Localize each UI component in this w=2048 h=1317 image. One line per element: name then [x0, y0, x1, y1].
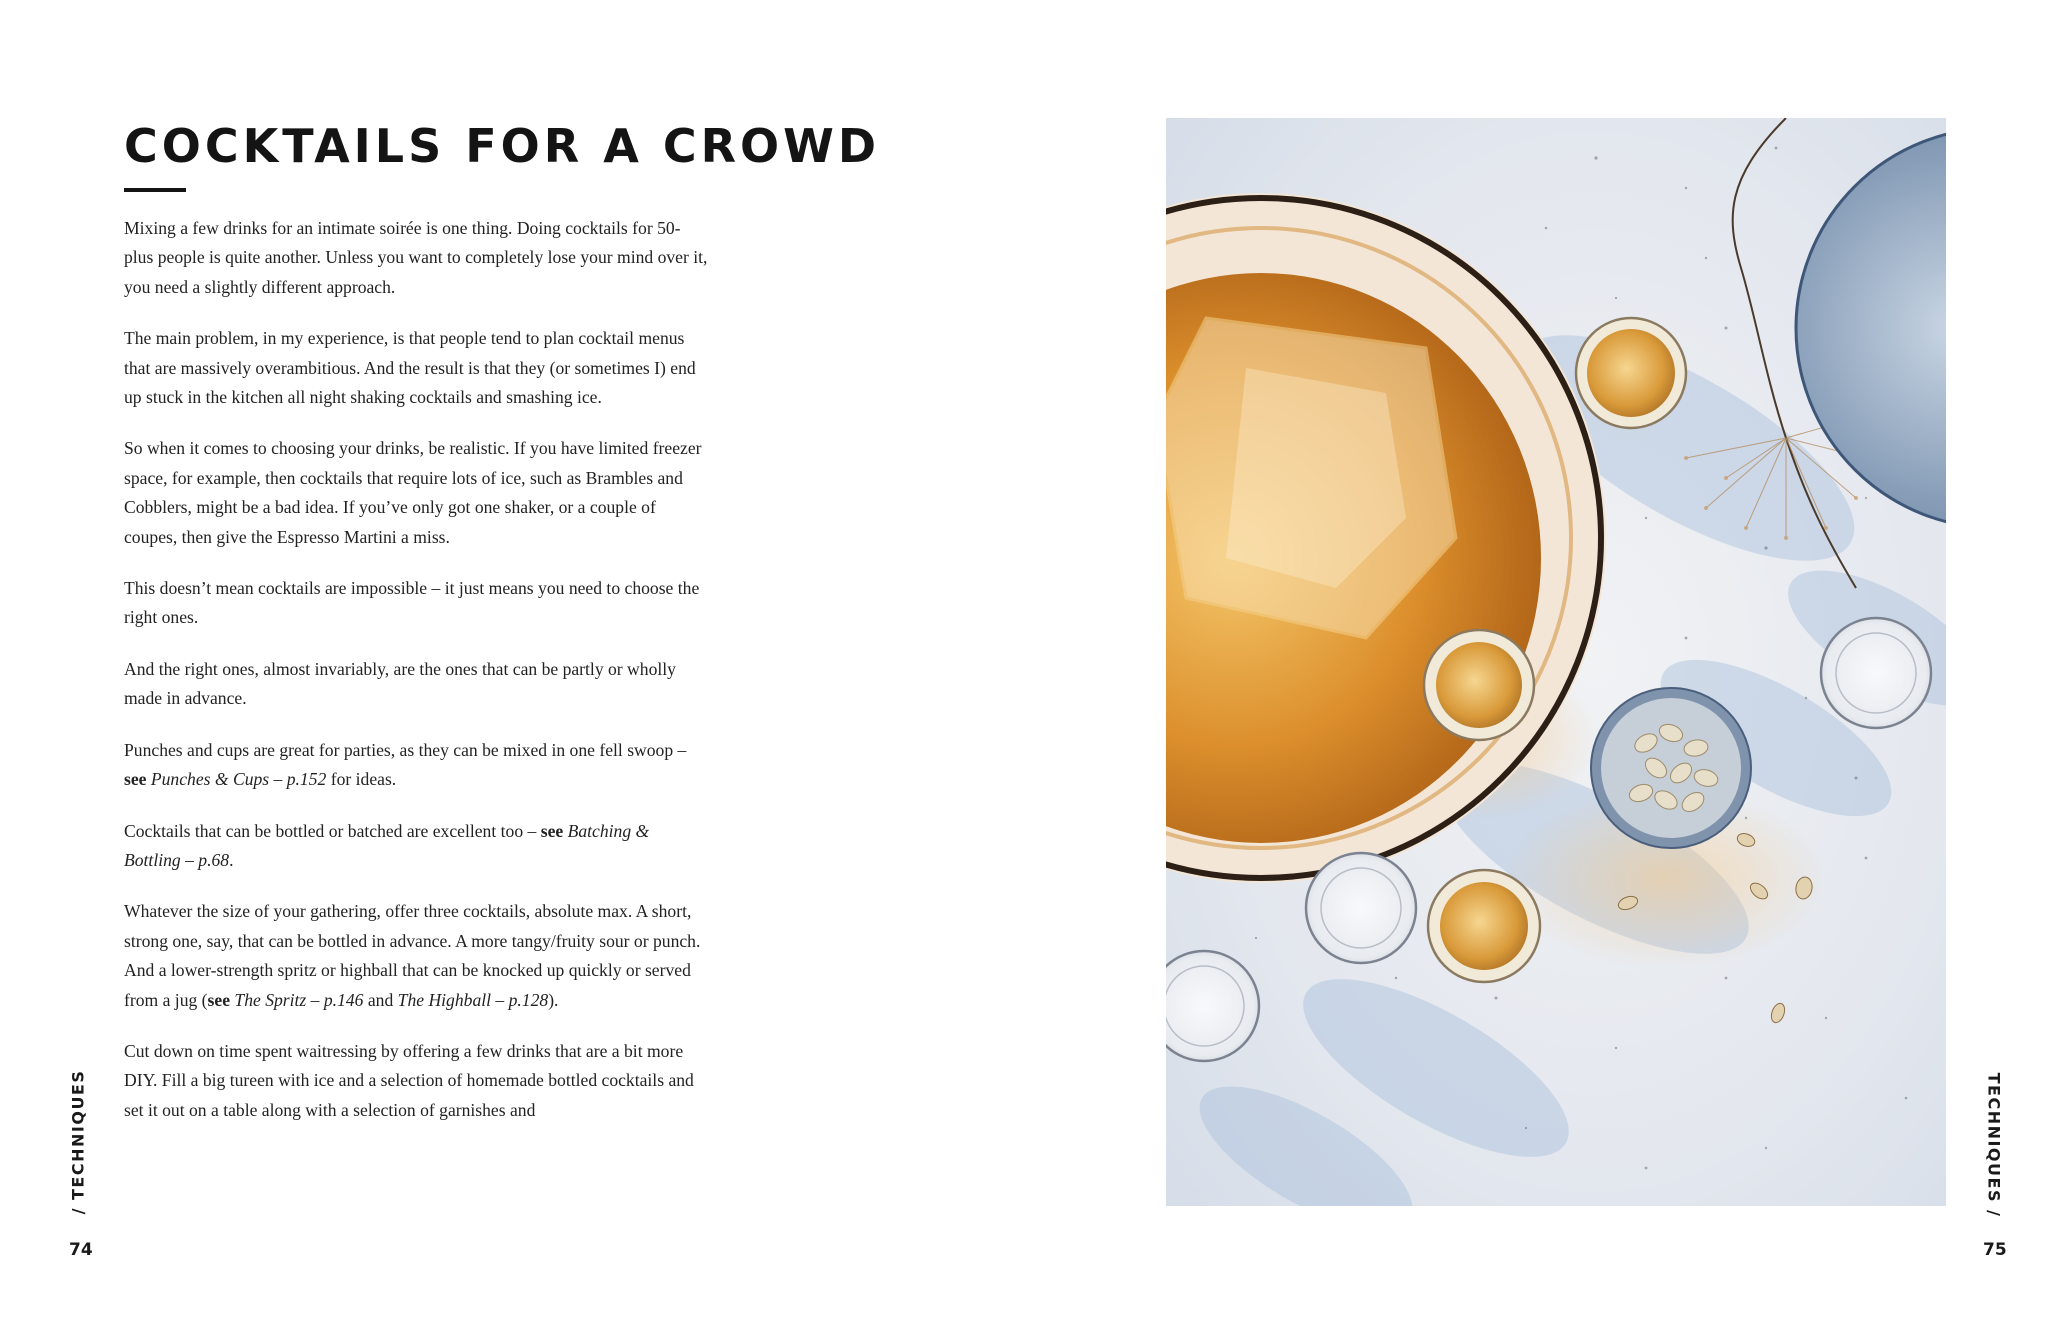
- see-label: see: [124, 769, 147, 790]
- cross-reference: Punches & Cups – p.152: [150, 769, 327, 790]
- paragraph-8: [124, 897, 709, 1015]
- cross-reference: The Highball – p.128: [397, 989, 549, 1010]
- overhead-cocktail-photo: [1166, 118, 1946, 1206]
- section-label-right: TECHNIQUES /: [1984, 1072, 2004, 1218]
- paragraph-6: [124, 736, 709, 795]
- see-label: see: [207, 989, 231, 1010]
- paragraph-6-end: for ideas.: [326, 769, 397, 790]
- photo-illustration: [1166, 118, 1946, 1206]
- paragraph-7-end: .: [229, 849, 234, 870]
- paragraph-3: So when it comes to choosing your drinks, be realistic. If you have limited freezer space, for example, then cocktails that require lots of ice, such as Brambles and Cobblers, might be a bad idea. If you’ve only got one shaker, or a couple of coupes, then give the Espresso Martini a miss.: [124, 438, 702, 547]
- paragraph-1: Mixing a few drinks for an intimate soirée is one thing. Doing cocktails for 50-plus people is quite another. Unless you want to completely lose your mind over it, you need a slightly different approach.: [124, 218, 708, 297]
- page-number-right: 75: [1983, 1240, 2007, 1260]
- paragraph-7: [124, 817, 709, 876]
- paragraph-7-text: Cocktails that can be bottled or batched are excellent too –: [124, 820, 541, 841]
- paragraph-9: Cut down on time spent waitressing by offering a few drinks that are a bit more DIY. Fill a big tureen with ice and a selection of homemade bottled cocktails and set it out on a table along with a selection of garnishes and: [124, 1040, 694, 1120]
- cross-reference: Batching & Bottling – p.68: [124, 820, 650, 870]
- paragraph-8-text: Whatever the size of your gathering, offer three cocktails, absolute max. A short, strong one, say, that can be bottled in advance. A more tangy/fruity sour or punch. And a lower-strength spritz or highball that can be knocked up quickly or served from a jug (: [124, 901, 701, 1010]
- page-number-left: 74: [69, 1240, 93, 1260]
- title-underline: [124, 188, 186, 192]
- paragraph-8-and: and: [363, 989, 398, 1010]
- paragraph-5: And the right ones, almost invariably, are the ones that can be partly or wholly made in advance.: [124, 658, 676, 709]
- paragraph-2: The main problem, in my experience, is that people tend to plan cocktail menus that are massively overambitious. And the result is that they (or sometimes I) end up stuck in the kitchen all night shaking cocktails and smashing ice.: [124, 328, 696, 408]
- page-title: COCKTAILS FOR A CROWD: [124, 119, 881, 173]
- cross-reference: The Spritz – p.146: [234, 989, 364, 1010]
- paragraph-6-text: Punches and cups are great for parties, as they can be mixed in one fell swoop –: [124, 739, 687, 760]
- see-label: see: [540, 820, 564, 841]
- section-label-left: / TECHNIQUES: [68, 1069, 88, 1215]
- paragraph-8-end: ).: [548, 989, 559, 1010]
- paragraph-4: This doesn’t mean cocktails are impossible – it just means you need to choose the right ones.: [124, 578, 700, 628]
- article-body: [124, 214, 709, 1147]
